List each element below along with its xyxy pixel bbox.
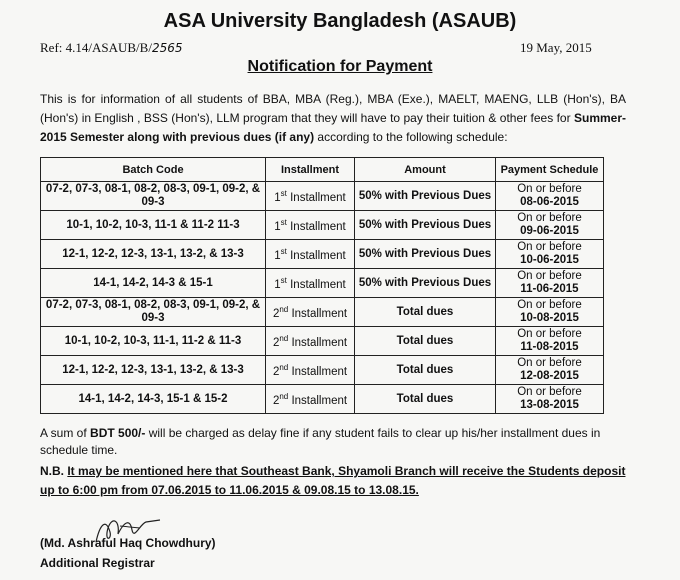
schedule-label: On or before	[517, 386, 582, 398]
amount-cell: Total dues	[355, 327, 496, 356]
payment-schedule-cell	[496, 240, 604, 269]
installment-number: 1	[274, 220, 281, 233]
reference-prefix: Ref: 4.14/ASAUB/B/	[40, 40, 152, 55]
schedule-label: On or before	[517, 357, 582, 369]
intro-semester-bold: Summer-2015 Semester along with previous dues (if any)	[40, 111, 626, 144]
fine-text-end: will be charged as delay fine if any student fails to clear up his/her installment dues in schedule time.	[40, 426, 601, 457]
payment-schedule-cell	[496, 298, 604, 327]
schedule-date: 11-06-2015	[520, 283, 579, 295]
table-row	[41, 182, 604, 211]
installment-ordinal: nd	[279, 391, 289, 401]
payment-schedule-cell	[496, 385, 604, 414]
batch-code-cell: 12-1, 12-2, 12-3, 13-1, 13-2, & 13-3	[41, 356, 266, 385]
installment-cell	[266, 298, 355, 327]
reference-handwritten-number: 2565	[151, 41, 183, 55]
installment-ordinal: st	[280, 275, 287, 285]
delay-fine-note	[40, 425, 626, 459]
nb-note	[40, 462, 626, 500]
schedule-date: 10-08-2015	[520, 312, 579, 324]
schedule-date: 11-08-2015	[520, 341, 579, 353]
table-row	[41, 211, 604, 240]
installment-ordinal: nd	[279, 333, 289, 343]
nb-bank-text: It may be mentioned here that Southeast Bank, Shyamoli Branch will receive the Students deposit up to 6:00 pm from 07.06.2015 to 11.06.2015 & 09.08.15 to 13.08.15.	[40, 464, 626, 497]
fine-text-start: A sum of	[40, 426, 91, 440]
batch-code-cell: 12-1, 12-2, 12-3, 13-1, 13-2, & 13-3	[41, 240, 266, 269]
notice-date: 19 May, 2015	[520, 40, 592, 55]
table-row	[41, 298, 604, 327]
payment-schedule-cell	[496, 211, 604, 240]
installment-word: Installment	[288, 307, 348, 320]
installment-cell	[266, 327, 355, 356]
payment-schedule-cell	[496, 356, 604, 385]
installment-word: Installment	[288, 336, 348, 349]
batch-code-cell: 14-1, 14-2, 14-3 & 15-1	[41, 269, 266, 298]
signatory-designation: Additional Registrar	[40, 556, 155, 570]
header-amount: Amount	[355, 158, 496, 182]
installment-word: Installment	[286, 220, 346, 233]
batch-code-cell: 10-1, 10-2, 10-3, 11-1, 11-2 & 11-3	[41, 327, 266, 356]
installment-word: Installment	[286, 249, 346, 262]
schedule-date: 13-08-2015	[520, 399, 579, 411]
installment-number: 2	[272, 394, 280, 407]
installment-cell	[266, 356, 355, 385]
amount-cell: Total dues	[355, 356, 496, 385]
batch-code-cell: 14-1, 14-2, 14-3, 15-1 & 15-2	[41, 385, 266, 414]
header-installment: Installment	[266, 158, 355, 182]
installment-number: 1	[274, 249, 281, 262]
batch-code-cell: 07-2, 07-3, 08-1, 08-2, 08-3, 09-1, 09-2, & 09-3	[41, 182, 266, 211]
reference-number	[40, 40, 183, 56]
schedule-date: 12-08-2015	[520, 370, 579, 382]
amount-cell: 50% with Previous Dues	[355, 211, 496, 240]
installment-word: Installment	[286, 278, 346, 291]
intro-text-end: according to the following schedule:	[314, 130, 508, 144]
notice-heading: Notification for Payment	[247, 58, 433, 75]
installment-ordinal: st	[280, 217, 287, 227]
schedule-date: 08-06-2015	[520, 196, 579, 208]
installment-word: Installment	[286, 191, 346, 204]
installment-cell	[266, 385, 355, 414]
installment-ordinal: st	[280, 188, 287, 198]
schedule-label: On or before	[517, 241, 582, 253]
installment-cell	[266, 182, 355, 211]
installment-cell	[266, 211, 355, 240]
installment-number: 2	[272, 365, 280, 378]
installment-number: 2	[272, 336, 280, 349]
installment-cell	[266, 269, 355, 298]
schedule-label: On or before	[517, 212, 582, 224]
payment-schedule-table	[40, 157, 604, 414]
schedule-date: 09-06-2015	[520, 225, 579, 237]
batch-code-cell: 10-1, 10-2, 10-3, 11-1 & 11-2 11-3	[41, 211, 266, 240]
payment-schedule-cell	[496, 182, 604, 211]
amount-cell: 50% with Previous Dues	[355, 240, 496, 269]
table-row	[41, 240, 604, 269]
installment-number: 1	[274, 191, 281, 204]
payment-schedule-cell	[496, 269, 604, 298]
installment-word: Installment	[288, 394, 348, 407]
installment-ordinal: nd	[279, 304, 289, 314]
signatory-name: (Md. Ashraful Haq Chowdhury)	[40, 536, 216, 550]
schedule-label: On or before	[517, 299, 582, 311]
schedule-date: 10-06-2015	[520, 254, 579, 266]
university-title: ASA University Bangladesh (ASAUB)	[163, 10, 517, 32]
schedule-label: On or before	[517, 328, 582, 340]
amount-cell: 50% with Previous Dues	[355, 182, 496, 211]
intro-text-start: This is for information of all students of BBA, MBA (Reg.), MBA (Exe.), MAELT, MAENG, LLB (Hon's), BA (Hon's) in English , BSS (Hon's), LLM program that they will have to pay their tuition & other fees for	[40, 92, 626, 125]
table-row	[41, 385, 604, 414]
nb-label: N.B.	[40, 464, 68, 478]
table-row	[41, 269, 604, 298]
amount-cell: 50% with Previous Dues	[355, 269, 496, 298]
payment-schedule-cell	[496, 327, 604, 356]
schedule-label: On or before	[517, 183, 582, 195]
installment-number: 2	[272, 307, 280, 320]
amount-cell: Total dues	[355, 385, 496, 414]
header-batch-code: Batch Code	[41, 158, 266, 182]
table-row	[41, 356, 604, 385]
installment-word: Installment	[288, 365, 348, 378]
intro-paragraph	[40, 90, 626, 147]
header-payment-schedule: Payment Schedule	[496, 158, 604, 182]
fine-amount-bold: BDT 500/-	[90, 426, 146, 440]
amount-cell: Total dues	[355, 298, 496, 327]
installment-number: 1	[274, 278, 281, 291]
schedule-label: On or before	[517, 270, 582, 282]
table-body	[41, 182, 604, 414]
installment-ordinal: nd	[279, 362, 289, 372]
installment-cell	[266, 240, 355, 269]
installment-ordinal: st	[280, 246, 287, 256]
batch-code-cell: 07-2, 07-3, 08-1, 08-2, 08-3, 09-1, 09-2, & 09-3	[41, 298, 266, 327]
table-header-row	[41, 158, 604, 182]
table-row	[41, 327, 604, 356]
